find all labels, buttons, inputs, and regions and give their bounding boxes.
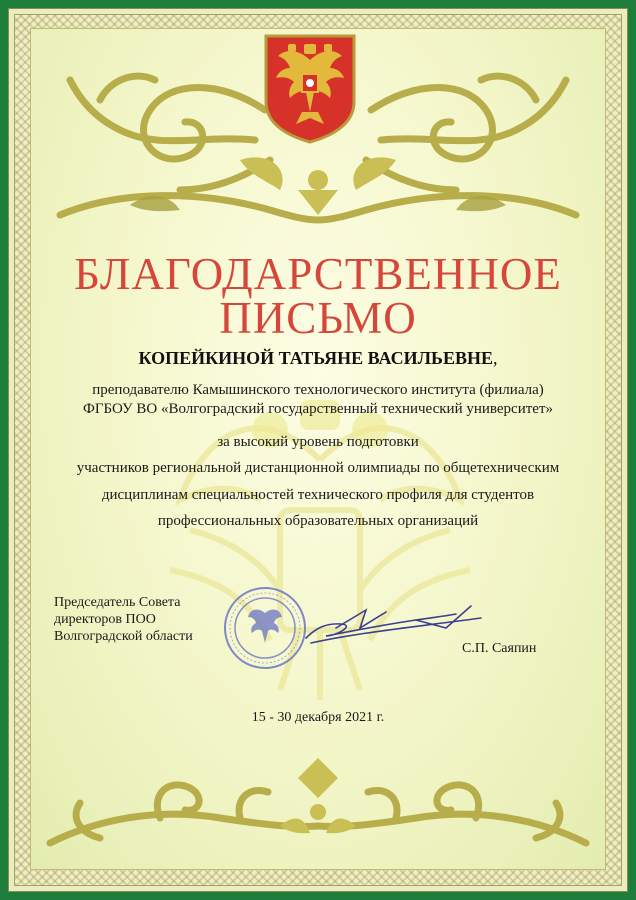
recipient-comma: , [492, 348, 498, 368]
event-date: 15 - 30 декабря 2021 г. [251, 710, 385, 725]
bottom-ornament [40, 748, 596, 858]
reason-line-1: за высокий уровень подготовки [217, 434, 419, 450]
reason-line-4: профессиональных образовательных организаций [157, 513, 479, 529]
position-line-2: ФГБОУ ВО «Волгоградский государственный технический университет» [82, 401, 554, 417]
reason-line-2: участников региональной дистанционной олимпиады по общетехническим [76, 460, 560, 476]
reason-line-3: дисциплинам специальностей технического профиля для студентов [101, 487, 535, 503]
handwritten-signature [296, 598, 486, 648]
russian-coat-of-arms-emblem [262, 32, 358, 144]
signatory-title-line-1: Председатель Совета [54, 595, 181, 610]
signatory-title-line-2: директоров ПОО [54, 612, 156, 627]
recipient-name-line [0, 348, 636, 369]
position-line-1: преподавателю Камышинского технологического института (филиала) [92, 382, 544, 398]
signatory-title-line-3: Волгоградской области [54, 629, 193, 644]
recipient-name: КОПЕЙКИНОЙ ТАТЬЯНЕ ВАСИЛЬЕВНЕ [138, 348, 493, 368]
title-line-1: БЛАГОДАРСТВЕННОЕ [74, 249, 562, 299]
title-line-2: ПИСЬМО [219, 293, 417, 343]
signatory-title [54, 594, 193, 645]
signatory-name: С.П. Саяпин [462, 641, 537, 656]
